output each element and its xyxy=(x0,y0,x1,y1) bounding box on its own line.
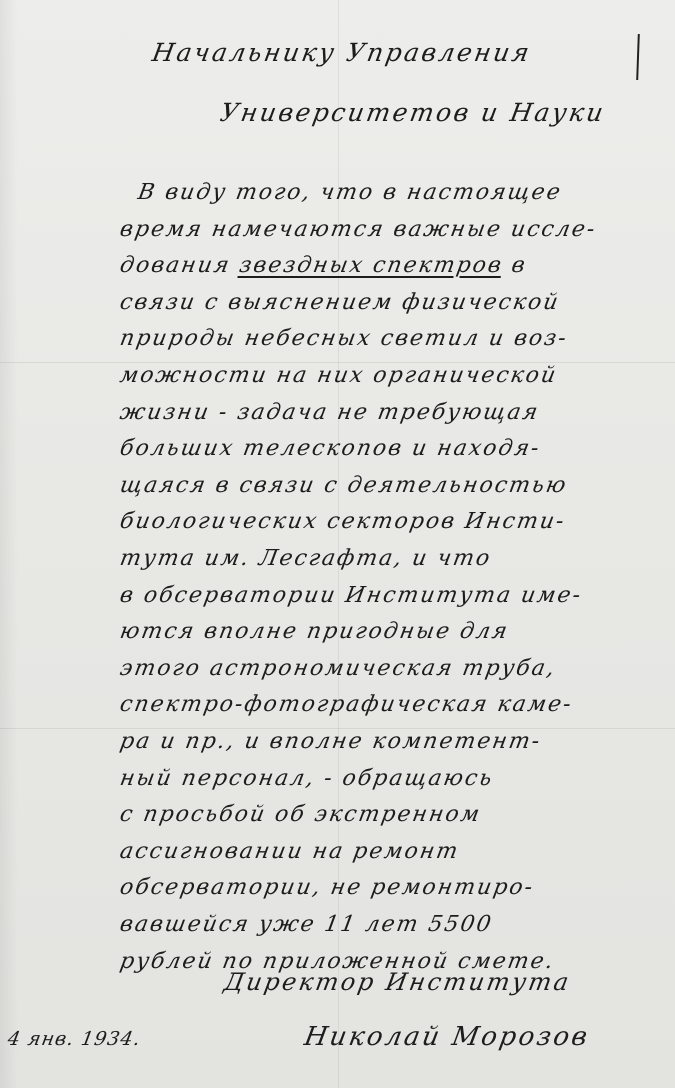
body-line: больших телескопов и находя- xyxy=(118,436,543,462)
body-line: обсерватории, не ремонтиро- xyxy=(118,875,537,901)
body-line: дования звездных спектров в xyxy=(118,253,529,279)
body-line: рублей по приложенной смете. xyxy=(118,948,557,974)
addressee-line-1: Начальнику Управления xyxy=(150,38,534,67)
body-line: время намечаются важные иссле- xyxy=(118,216,599,242)
signature-title: Директор Института xyxy=(222,968,574,996)
body-line: в обсерватории Института име- xyxy=(118,582,585,608)
body-line: ный персонал, - обращаюсь xyxy=(118,765,496,791)
body-line: ются вполне пригодные для xyxy=(118,619,511,645)
underlined-phrase: звездных спектров xyxy=(237,253,505,279)
signature-name: Николай Морозов xyxy=(302,1022,592,1052)
body-line: с просьбой об экстренном xyxy=(118,802,484,828)
body-line: спектро-фотографическая каме- xyxy=(118,692,575,718)
body-line: ассигновании на ремонт xyxy=(118,838,462,864)
margin-stroke xyxy=(636,34,640,80)
body-line: вавшейся уже 11 лет 5500 xyxy=(118,912,495,937)
body-line: жизни - задача не требующая xyxy=(118,399,542,425)
body-line: В виду того, что в настоящее xyxy=(136,180,564,205)
body-line: связи с выяснением физической xyxy=(118,289,562,315)
body-line: биологических секторов Инсти- xyxy=(118,509,568,535)
body-line: щаяся в связи с деятельностью xyxy=(118,472,570,498)
body-line: ра и пр., и вполне компетент- xyxy=(118,729,544,754)
addressee-line-2: Университетов и Науки xyxy=(218,98,608,127)
letter-date: 4 янв. 1934. xyxy=(6,1028,143,1050)
body-line: можности на них органической xyxy=(118,363,560,388)
body-line: этого астрономическая труба, xyxy=(118,655,559,681)
body-line: природы небесных светил и воз- xyxy=(118,326,570,352)
body-line: тута им. Лесгафта, и что xyxy=(118,546,494,571)
